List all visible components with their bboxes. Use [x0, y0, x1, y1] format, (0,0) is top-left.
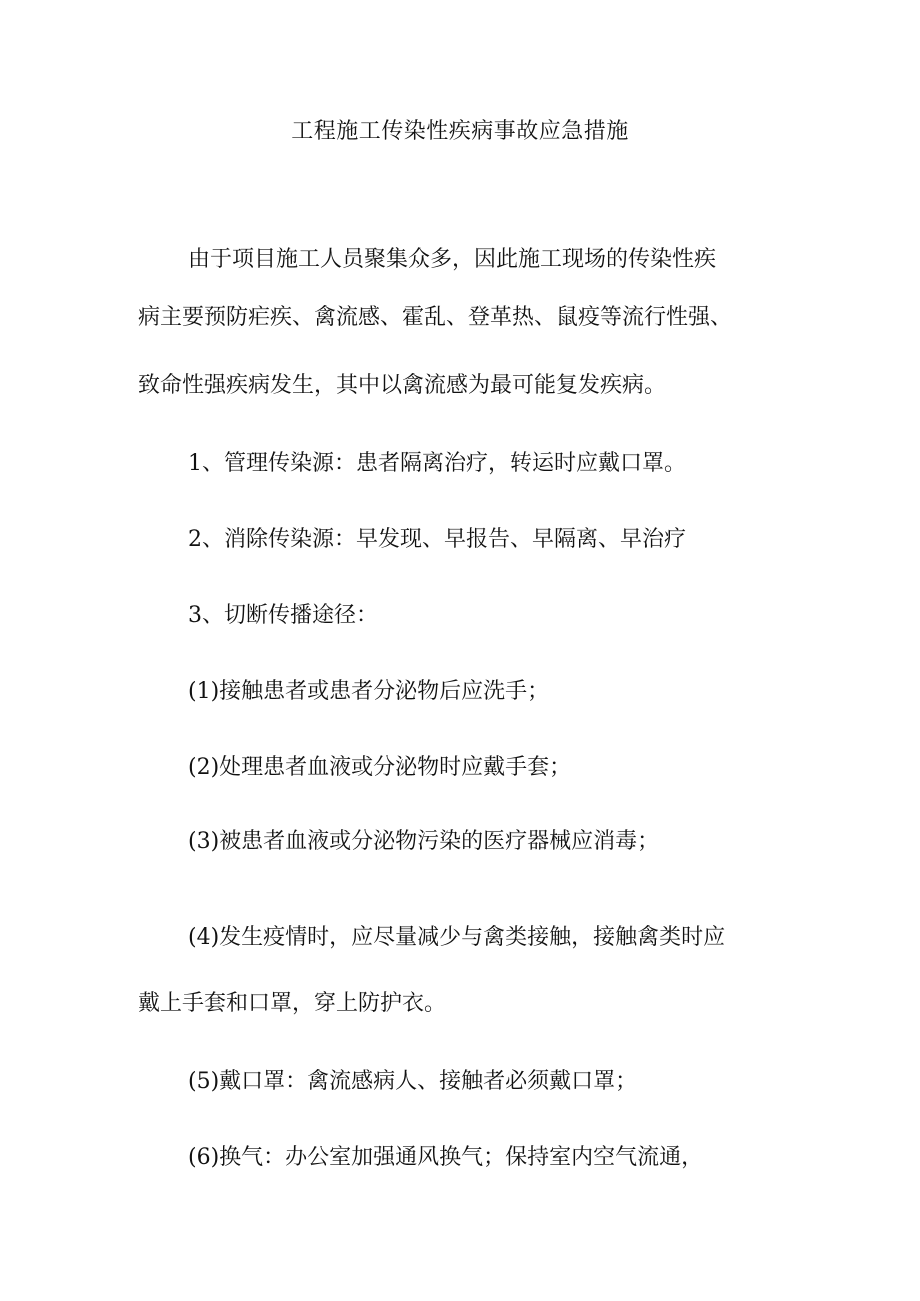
paragraph-line	[0, 1062, 920, 1102]
paragraph-line	[0, 672, 920, 712]
paragraph-line	[0, 520, 920, 560]
text-line: (4)发生疫情时，应尽量减少与禽类接触，接触禽类时应	[188, 925, 726, 950]
text-line: (1)接触患者或患者分泌物后应洗手；	[188, 679, 550, 704]
text-line: (3)被患者血液或分泌物污染的医疗器械应消毒；	[188, 829, 660, 854]
text-line: 2、消除传染源：早发现、早报告、早隔离、早治疗	[188, 527, 686, 552]
paragraph-line	[0, 748, 920, 788]
paragraph-line	[0, 1138, 920, 1178]
text-line: 致命性强疾病发生，其中以禽流感为最可能复发疾病。	[138, 373, 667, 398]
text-line: (2)处理患者血液或分泌物时应戴手套；	[188, 755, 572, 780]
paragraph-line	[0, 596, 920, 636]
text-line: 3、切断传播途径：	[188, 603, 378, 628]
text-line: (5)戴口罩：禽流感病人、接触者必须戴口罩；	[188, 1069, 638, 1094]
text-line: 戴上手套和口罩，穿上防护衣。	[138, 991, 447, 1016]
text-line: 1、管理传染源：患者隔离治疗，转运时应戴口罩。	[188, 451, 686, 476]
text-line: 由于项目施工人员聚集众多，因此施工现场的传染性疾	[188, 247, 717, 272]
paragraph-line	[0, 444, 920, 484]
paragraph-line	[0, 984, 920, 1024]
paragraph-line	[0, 298, 920, 338]
paragraph-line	[0, 366, 920, 406]
text-line: (6)换气：办公室加强通风换气；保持室内空气流通，	[188, 1145, 704, 1170]
paragraph-line	[0, 240, 920, 280]
text-line: 病主要预防疟疾、禽流感、霍乱、登革热、鼠疫等流行性强、	[138, 305, 733, 330]
document-title: 工程施工传染性疾病事故应急措施	[291, 119, 629, 144]
paragraph-line	[0, 918, 920, 958]
paragraph-line	[0, 822, 920, 862]
